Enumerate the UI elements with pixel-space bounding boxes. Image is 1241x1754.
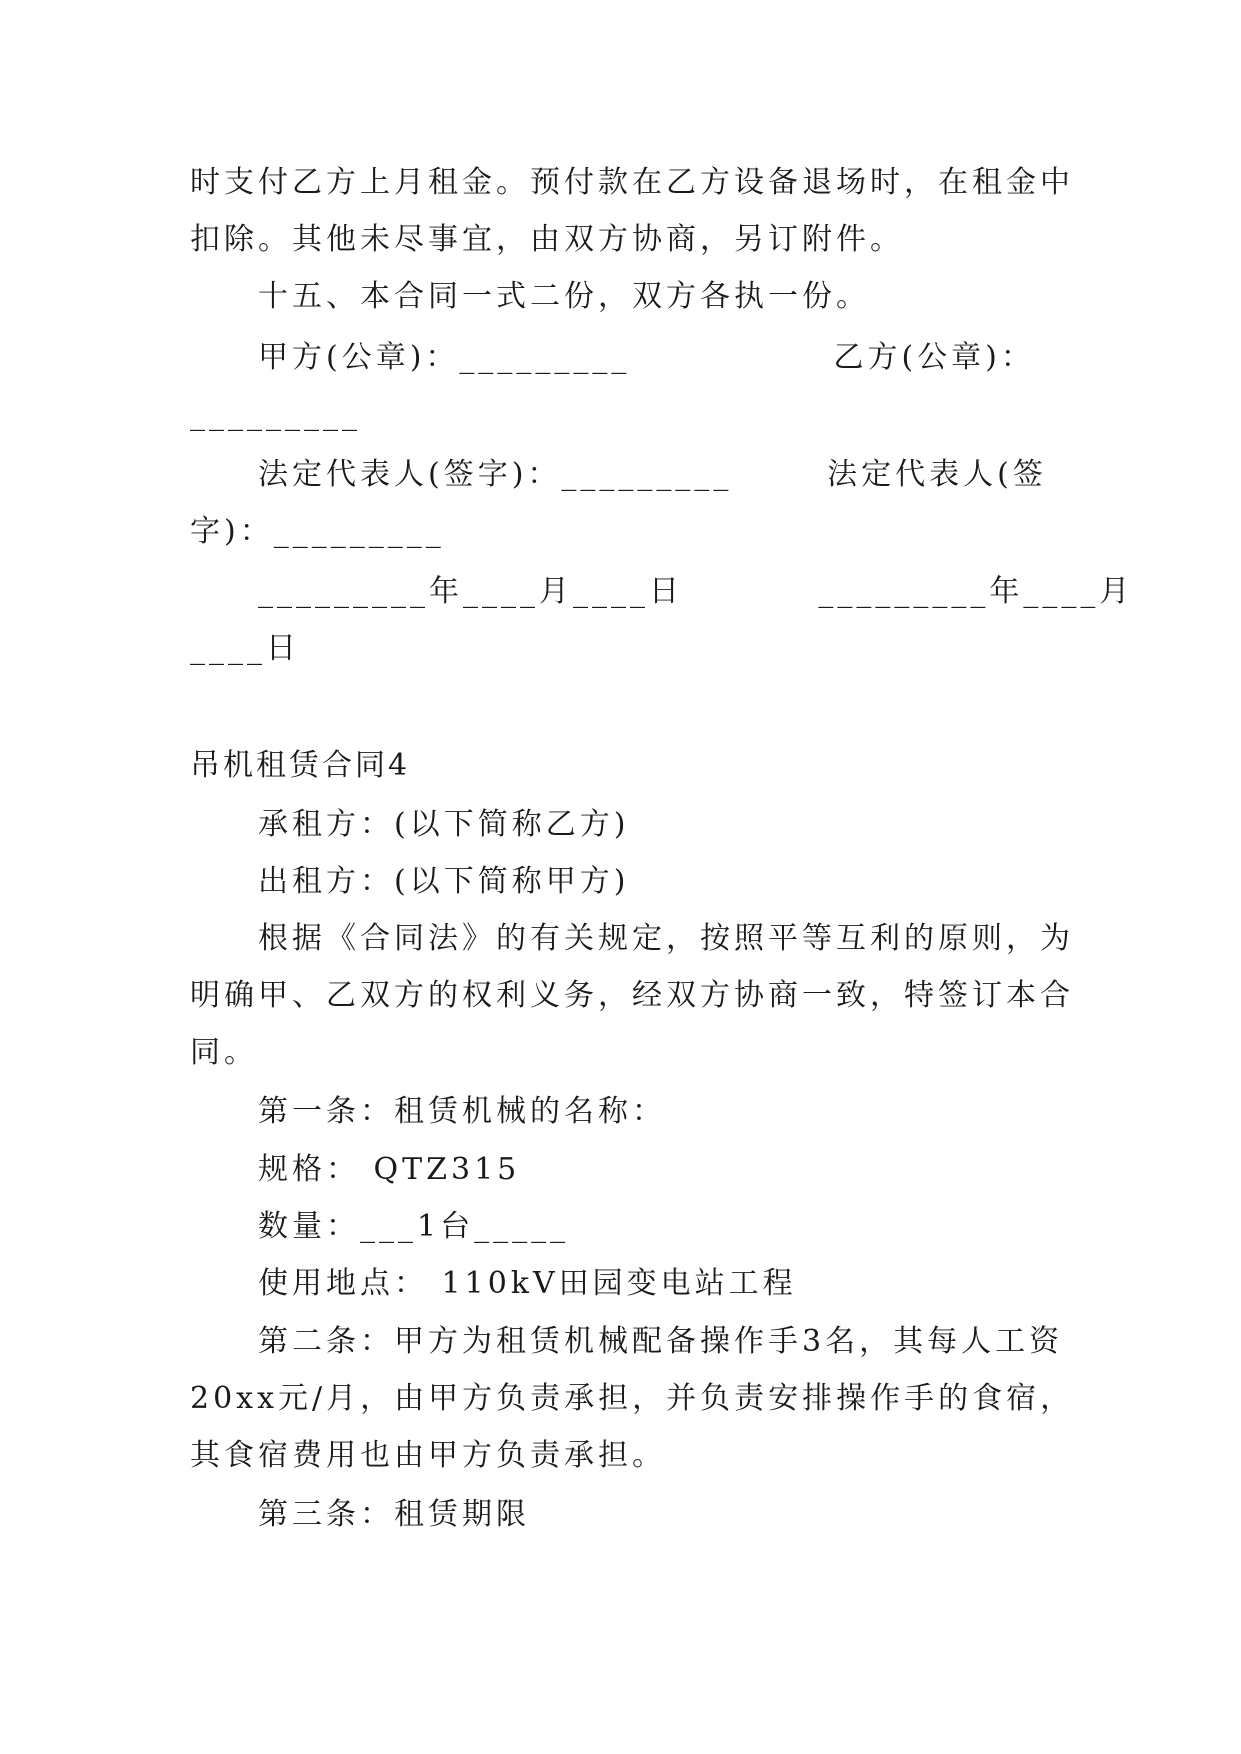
- legal-rep-line: 法定代表人(签字)：_________ 法定代表人(签: [258, 457, 1047, 492]
- clause-heading: 第三条：租赁期限: [258, 1497, 530, 1532]
- spec-line: 规格： QTZ315: [258, 1152, 521, 1187]
- section-heading: 吊机租赁合同4: [190, 748, 411, 783]
- text-line: 20xx元/月，由甲方负责承担，并负责安排操作手的食宿，: [190, 1381, 1075, 1416]
- clause-heading: 第一条：租赁机械的名称：: [258, 1094, 666, 1129]
- location-line: 使用地点： 110kV田园变电站工程: [258, 1266, 797, 1301]
- signature-blank: _________: [190, 397, 361, 432]
- text-line: 承租方：(以下简称乙方): [258, 807, 630, 842]
- text-line: 根据《合同法》的有关规定，按照平等互利的原则，为: [258, 921, 1074, 956]
- text-line: 其食宿费用也由甲方负责承担。: [190, 1438, 666, 1473]
- text-line: 时支付乙方上月租金。预付款在乙方设备退场时，在租金中: [190, 165, 1074, 200]
- text-line: 明确甲、乙双方的权利义务，经双方协商一致，特签订本合: [190, 978, 1074, 1013]
- date-line: ____日: [190, 631, 300, 666]
- text-line: 同。: [190, 1035, 258, 1070]
- text-line: 扣除。其他未尽事宜，由双方协商，另订附件。: [190, 222, 904, 257]
- party-seal-line: 甲方(公章)：_________ 乙方(公章)：: [258, 340, 1035, 375]
- text-line: 出租方：(以下简称甲方): [258, 864, 630, 899]
- date-line: _________年____月____日 _________年____月: [258, 574, 1134, 609]
- legal-rep-line: 字)：_________: [190, 514, 445, 549]
- quantity-line: 数量：___1台_____: [258, 1209, 570, 1244]
- text-line: 十五、本合同一式二份，双方各执一份。: [258, 279, 870, 314]
- clause-heading: 第二条：甲方为租赁机械配备操作手3名，其每人工资: [258, 1324, 1064, 1359]
